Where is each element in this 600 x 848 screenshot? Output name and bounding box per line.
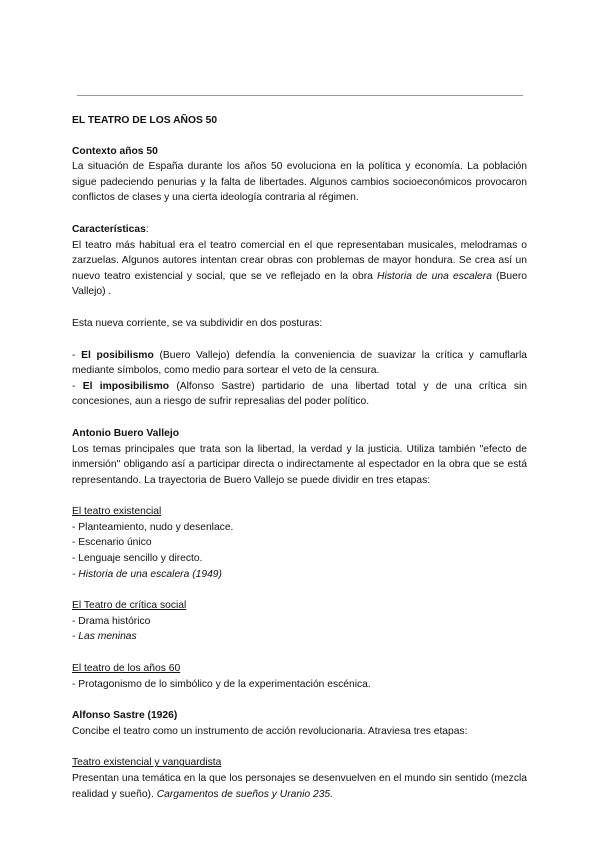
etapa-sastre-existencial: [72, 755, 527, 802]
list-item: - Drama histórico: [72, 615, 151, 627]
heading-text: Características: [72, 223, 146, 235]
term: El posibilismo: [81, 349, 154, 361]
etapa-title: El Teatro de crítica social: [72, 600, 187, 612]
document-body: [72, 113, 527, 802]
paragraph-text: Presentan una temática en la que los personajes se desenvuelven en el mundo sin sentido (mezcla realidad y sueño).: [72, 773, 527, 800]
etapa-existencial: [72, 504, 527, 582]
dash: -: [72, 380, 83, 392]
section-heading: Contexto años 50: [72, 145, 158, 157]
term: El imposibilismo: [82, 380, 170, 392]
section-heading: Alfonso Sastre (1926): [72, 710, 178, 722]
paragraph: [72, 771, 527, 802]
definition: (Buero Vallejo) defendía la conveniencia de suavizar la crítica y camuflarla mediante símbolos, como medio para sortear el veto de la censura.: [72, 349, 527, 377]
paragraph: La situación de España durante los años 50 evoluciona en la política y economía. La población sigue padeciendo penurias y la falta de libertades. Algunos cambios socioeconómicos provocaron conflictos de clases y una cierta ideología contraria al régimen.: [72, 161, 527, 204]
etapa-title: El teatro existencial: [72, 506, 162, 518]
postura-posibilismo: [72, 348, 527, 379]
paragraph: Concibe el teatro como un instrumento de acción revolucionaria. Atraviesa tres etapas:: [72, 725, 468, 737]
work-title: Historia de una escalera: [377, 270, 492, 282]
work-titles: Cargamentos de sueños y Uranio 235.: [156, 788, 334, 800]
etapa-title: El teatro de los años 60: [72, 663, 181, 675]
section-caracteristicas: [72, 222, 527, 300]
section-buero: [72, 426, 527, 488]
paragraph: Los temas principales que trata son la libertad, la verdad y la justicia. Utiliza también "efecto de inmersión" obligando así a participar directa o indirectamente al espectador en la obra que se está representando. La trayectoria de Buero Vallejo se puede dividir en tres etapas:: [72, 443, 527, 486]
dash: -: [72, 349, 82, 361]
section-sastre: [72, 708, 527, 739]
list-item: - Protagonismo de lo simbólico y de la experimentación escénica.: [72, 678, 371, 690]
list-item: - Escenario único: [72, 537, 152, 549]
section-heading: [72, 222, 527, 238]
list-item-work: [72, 567, 527, 583]
definition: (Alfonso Sastre) partidario de una libertad total y de una crítica sin concesiones, aun a riesgo de sufrir represalias del poder político.: [72, 380, 527, 408]
posturas-list: [72, 348, 527, 410]
etapa-title: Teatro existencial y vanguardista: [72, 757, 222, 769]
postura-imposibilismo: [72, 379, 527, 410]
work-title: - Las meninas: [72, 631, 137, 643]
paragraph: [72, 238, 527, 300]
section-heading: Antonio Buero Vallejo: [72, 427, 179, 439]
work-title: - Historia de una escalera (1949): [72, 568, 222, 580]
section-contexto: [72, 144, 527, 206]
paragraph-intro: Esta nueva corriente, se va subdividir en dos posturas:: [72, 317, 323, 329]
paragraph-text-end: (Buero Vallejo) .: [72, 270, 527, 298]
list-item-work: [72, 629, 527, 645]
etapa-anos-60: [72, 661, 527, 692]
list-item: - Planteamiento, nudo y desenlace.: [72, 521, 234, 533]
etapa-critica-social: [72, 598, 527, 645]
header-rule: [77, 95, 523, 96]
document-title: EL TEATRO DE LOS AÑOS 50: [72, 115, 218, 126]
heading-colon: :: [145, 223, 149, 235]
list-item: - Lenguaje sencillo y directo.: [72, 553, 203, 565]
paragraph-text: El teatro más habitual era el teatro comercial en el que representaban musicales, melodramas o zarzuelas. Algunos autores intentan crear obras con problemas de mayor hondura. Se crea así un nuevo teatro existencial y social, que se ve reflejado en la obra: [72, 239, 527, 282]
